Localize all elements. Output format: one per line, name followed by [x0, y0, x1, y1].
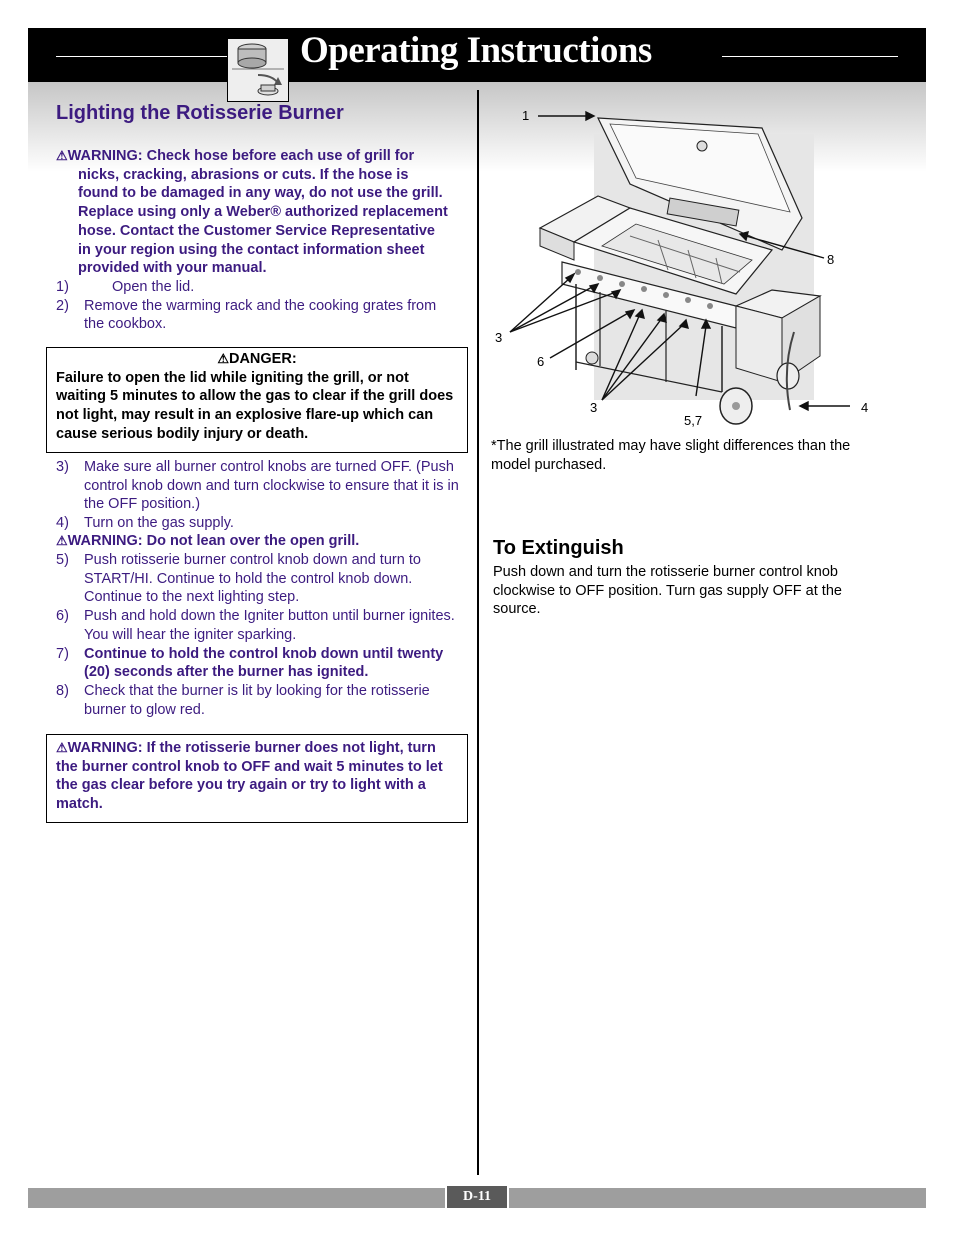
- step-number: 2): [56, 297, 69, 314]
- lean-warning: [56, 532, 456, 551]
- callout-3-left: 3: [495, 330, 503, 345]
- step-text: Make sure all burner control knobs are turned OFF. (Push control knob down and turn clockwise to ensure that it is in the OFF position.): [84, 459, 459, 513]
- callout-8: 8: [827, 252, 835, 267]
- list-item: [56, 458, 466, 514]
- steps-list-a: [56, 278, 451, 334]
- callout-5-7: 5,7: [684, 413, 703, 428]
- list-item: [56, 514, 466, 533]
- steps-list-c: [56, 551, 456, 719]
- page-number: D-11: [445, 1186, 509, 1208]
- step-text: Remove the warming rack and the cooking grates from the cookbox.: [84, 297, 437, 333]
- step-text: Push and hold down the Igniter button until burner ignites. You will hear the igniter sparking.: [84, 608, 455, 643]
- step-text: Open the lid.: [112, 279, 195, 295]
- callout-3-bottom: 3: [590, 400, 598, 415]
- extinguish-text: Push down and turn the rotisserie burner control knob clockwise to OFF position. Turn gas supply OFF at the source.: [493, 564, 842, 618]
- illustration-caption: *The grill illustrated may have slight differences than the model purchased.: [491, 438, 851, 473]
- callout-1: 1: [522, 108, 530, 123]
- rotisserie-burner-knob-icon: [227, 38, 289, 102]
- callout-4: 4: [861, 400, 869, 415]
- warning-triangle-icon: ⚠: [56, 148, 68, 163]
- danger-box: [46, 347, 468, 453]
- hose-warning: [56, 147, 451, 278]
- no-light-warning-box: [46, 734, 468, 823]
- lean-warning-text: WARNING: Do not lean over the open grill.: [67, 533, 360, 549]
- list-item: [56, 551, 456, 607]
- steps-list-b: [56, 458, 466, 533]
- hose-warning-text: WARNING: Check hose before each use of grill for nicks, cracking, abrasions or cuts. If the hose is found to be damaged in any way, do not use the grill. Replace using only a Weber® authorized replacement hose. Contact the Customer Service Representative in your region using the contact information sheet provided with your manual.: [67, 148, 448, 277]
- step-text: Turn on the gas supply.: [84, 515, 234, 532]
- list-item: [56, 607, 456, 644]
- step-text: Push rotisserie burner control knob down and turn to START/HI. Continue to hold the control knob down. Continue to the next lighting step.: [84, 552, 421, 606]
- list-item: [56, 682, 456, 719]
- list-item: [56, 645, 456, 682]
- step-number: 4): [56, 515, 69, 532]
- warning-triangle-icon: ⚠: [56, 533, 68, 548]
- step-number: 3): [56, 459, 69, 475]
- warning-triangle-icon: ⚠: [217, 351, 229, 366]
- step-number: 5): [56, 552, 69, 568]
- step-number: 6): [56, 608, 69, 625]
- danger-heading-text: DANGER:: [228, 351, 297, 367]
- grill-illustration: [490, 100, 890, 430]
- list-item: [56, 297, 451, 334]
- header-rule-left: [56, 56, 228, 57]
- step-text: Check that the burner is lit by looking for the rotisserie burner to glow red.: [84, 682, 430, 718]
- list-item: [56, 278, 451, 297]
- no-light-warning: [56, 739, 458, 814]
- step-text: Continue to hold the control knob down until twenty (20) seconds after the burner has ignited.: [84, 645, 444, 681]
- section-title-lighting: Lighting the Rotisserie Burner: [56, 102, 344, 124]
- callout-6: 6: [537, 354, 545, 369]
- header-rule-right: [722, 56, 898, 57]
- warning-triangle-icon: ⚠: [56, 740, 68, 755]
- column-divider: [477, 90, 479, 1175]
- step-number: 1): [56, 279, 69, 295]
- danger-text: Failure to open the lid while igniting the grill, or not waiting 5 minutes to allow the gas to clear if the grill does not light, may result in an explosive flare-up which can cause serious bodily injury or death.: [56, 369, 454, 442]
- extinguish-title: To Extinguish: [493, 537, 624, 559]
- page-title: Operating Instructions: [300, 30, 652, 71]
- step-number: 7): [56, 645, 69, 662]
- danger-heading: [56, 350, 458, 369]
- step-number: 8): [56, 682, 69, 699]
- no-light-warning-text: WARNING: If the rotisserie burner does not light, turn the burner control knob to OFF and wait 5 minutes to let the gas clear before you try again or try to light with a match.: [56, 740, 443, 813]
